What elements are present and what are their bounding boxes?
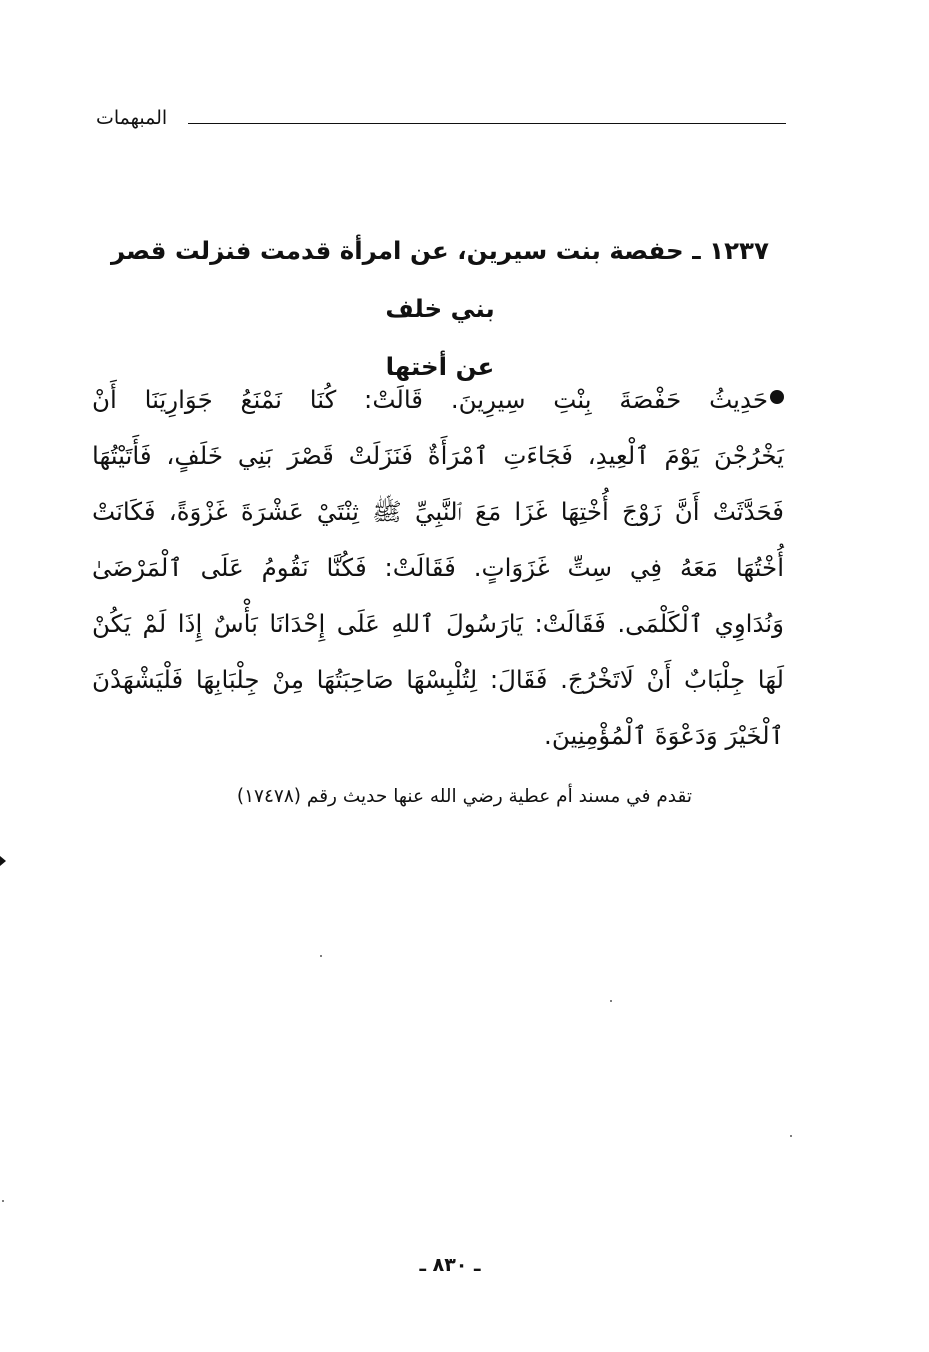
entry-heading	[92, 222, 788, 396]
hadith-line-3: فَحَدَّثَتْ أَنَّ زَوْجَ أُخْتِهَا غَزَا مَعَ ٱلنَّبِيِّ ﷺ ثِنْتَيْ عَشْرَةَ غَزْوَةً، فَكَانَتْ	[92, 497, 784, 526]
bullet-icon	[770, 390, 784, 404]
header-rule	[188, 123, 786, 124]
page-number: ـ ٨٣٠ ـ	[419, 1254, 481, 1276]
page-edge-mark	[0, 856, 6, 866]
scan-speck	[2, 1200, 4, 1202]
scan-speck	[320, 955, 322, 957]
section-title: المبهمات	[96, 107, 168, 129]
scan-speck	[610, 1000, 612, 1002]
entry-heading-line-2: عن أختها	[385, 352, 495, 381]
hadith-text	[92, 372, 784, 764]
running-header	[96, 104, 786, 134]
hadith-line-7: ٱلْخَيْرَ وَدَعْوَةَ ٱلْمُؤْمِنِينَ.	[544, 721, 784, 750]
hadith-line-2: يَخْرُجْنَ يَوْمَ ٱلْعِيدِ، فَجَاءَتِ ٱمْرَأَةٌ فَنَزَلَتْ قَصْرَ بَنِي خَلَفٍ، فَأَتَيْتُهَا	[92, 441, 784, 470]
hadith-line-1-text: حَدِيثُ حَفْصَةَ بِنْتِ سِيرِينَ. قَالَتْ: كُنَا نَمْنَعُ جَوَارِيَنَا أَنْ	[92, 385, 768, 414]
hadith-line-4: أُخْتُهَا مَعَهُ فِي سِتِّ غَزَوَاتٍ. فَقَالَتْ: فَكُنَّا نَقُومُ عَلَى ٱلْمَرْضَىٰ	[92, 553, 784, 582]
cross-reference-note: تقدم في مسند أم عطية رضي الله عنها حديث رقم (١٧٤٧٨)	[236, 786, 692, 807]
entry-heading-line-1: ١٢٣٧ ـ حفصة بنت سيرين، عن امرأة قدمت فنزلت قصر بني خلف	[111, 236, 769, 323]
hadith-line-5: وَنُدَاوِي ٱلْكَلْمَى. فَقَالَتْ: يَارَسُولَ ٱللهِ عَلَى إِحْدَانَا بَأْسٌ إِذَا لَمْ يَكُنْ	[92, 609, 784, 638]
hadith-line-6: لَهَا جِلْبَابٌ أَنْ لَاتَخْرُجَ. فَقَالَ: لِتُلْبِسْهَا صَاحِبَتُهَا مِنْ جِلْبَابِهَا فَلْيَشْهَدْنَ	[92, 665, 784, 694]
scan-speck	[790, 1135, 792, 1137]
hadith-line-1	[92, 372, 784, 428]
